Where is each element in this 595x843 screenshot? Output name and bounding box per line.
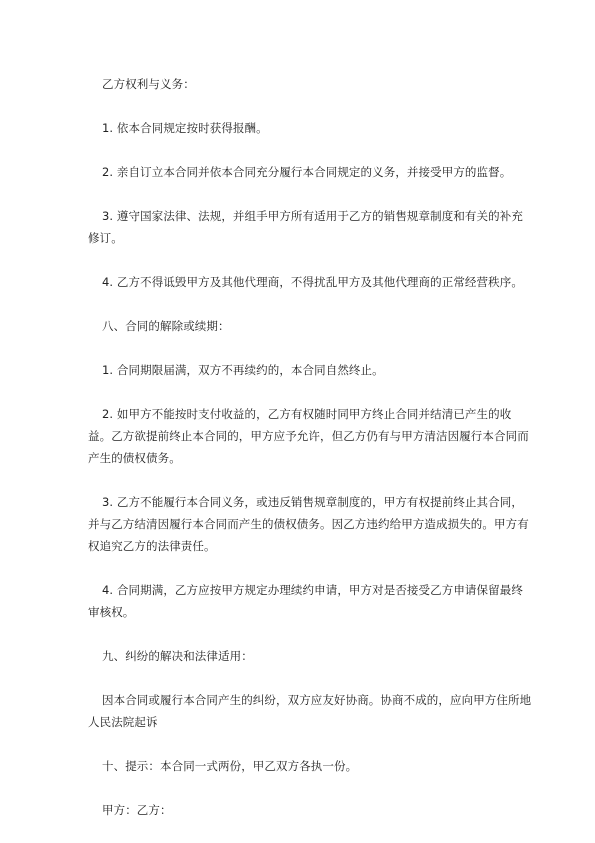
clause-text: 4. 合同期满，乙方应按甲方规定办理续约申请，甲方对是否接受乙方申请保留最终审核权。 bbox=[88, 583, 523, 619]
section-heading-disputes: 九、纠纷的解决和法律适用： bbox=[102, 649, 253, 663]
clause-text: 因本合同或履行本合同产生的纠纷，双方应友好协商。协商不成的，应向甲方住所地人民法院起诉 bbox=[88, 693, 532, 729]
document-body bbox=[88, 73, 532, 843]
section-heading-notice: 十、提示：本合同一式两份，甲乙双方各执一份。 bbox=[102, 759, 358, 773]
clause-text: 2. 如甲方不能按时支付收益的，乙方有权随时同甲方终止合同并结清已产生的收益。乙方欲提前终止本合同的，甲方应予允许，但乙方仍有与甲方清洁因履行本合同而产生的债权债务。 bbox=[88, 407, 529, 465]
clause-text: 4. 乙方不得诋毁甲方及其他代理商，不得扰乱甲方及其他代理商的正常经营秩序。 bbox=[102, 275, 523, 289]
clause-text: 3. 遵守国家法律、法规，并组手甲方所有适用于乙方的销售规章制度和有关的补充修订。 bbox=[88, 209, 523, 245]
clause-text: 1. 合同期限届满，双方不再续约的，本合同自然终止。 bbox=[102, 363, 384, 377]
section-heading-party-b-rights: 乙方权利与义务： bbox=[102, 77, 195, 91]
clause-text: 2. 亲自订立本合同并依本合同充分履行本合同规定的义务，并接受甲方的监督。 bbox=[102, 165, 512, 179]
clause-text: 3. 乙方不能履行本合同义务，或违反销售规章制度的，甲方有权提前终止其合同，并与乙方结清因履行本合同而产生的债权债务。因乙方违约给甲方造成损失的。甲方有权追究乙方的法律责任。 bbox=[88, 495, 529, 553]
section-heading-termination: 八、合同的解除或续期： bbox=[102, 319, 230, 333]
clause-text: 1. 依本合同规定按时获得报酬。 bbox=[102, 121, 268, 135]
signature-line: 甲方：乙方： bbox=[102, 803, 172, 817]
